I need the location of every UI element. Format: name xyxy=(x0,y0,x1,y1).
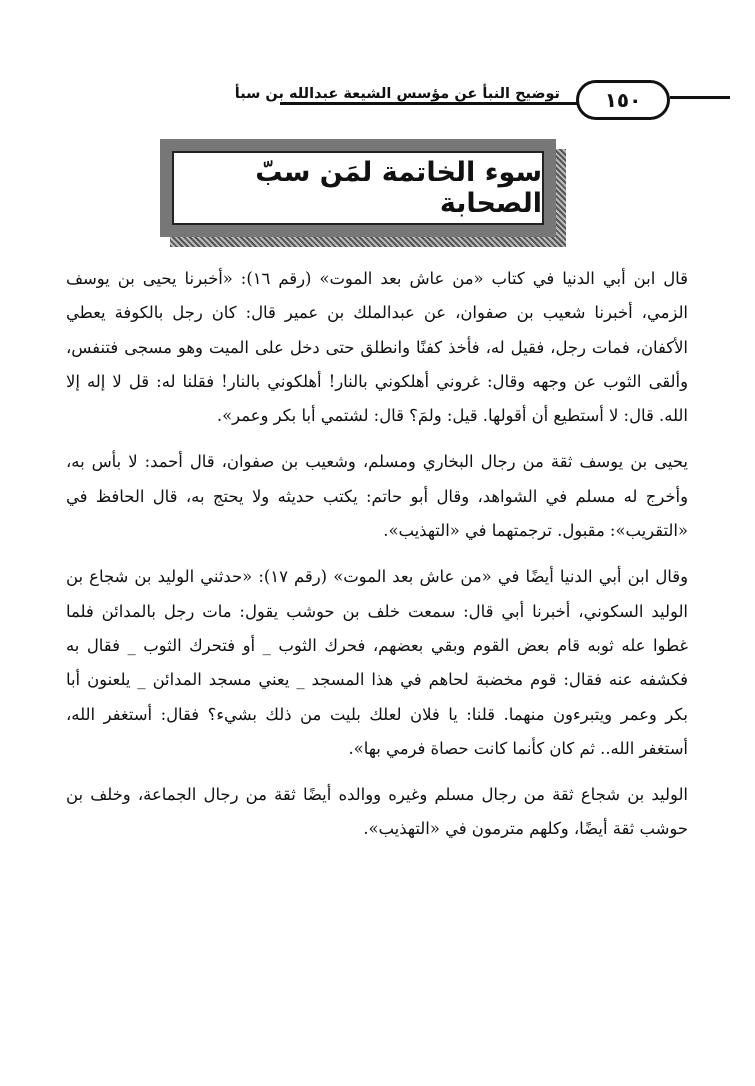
section-title-inner xyxy=(172,151,544,225)
section-title: سوء الخاتمة لمَن سبّ الصحابة xyxy=(255,157,542,219)
page-number: ١٥٠ xyxy=(576,80,670,120)
paragraph-2: يحيى بن يوسف ثقة من رجال البخاري ومسلم، وشعيب بن صفوان، قال أحمد: لا بأس به، وأخرج له مسلم في الشواهد، وقال أبو حاتم: يكتب حديثه ولا يحتج به، قال الحافظ في «التقريب»: مقبول. ترجمتهما في «التهذيب». xyxy=(66,452,688,541)
header-rule xyxy=(280,102,580,105)
page-body xyxy=(66,262,688,859)
paragraph-3: وقال ابن أبي الدنيا أيضًا في «من عاش بعد الموت» (رقم ١٧): «حدثني الوليد بن شجاع بن الوليد السكوني، أخبرنا أبي قال: سمعت خلف بن حوشب يقول: مات رجل بالمدائن فلما غطوا عله ثوبه قام بعض القوم وبقي بعضهم، فحرك الثوب _ أو فتحرك الثوب _ فقال به فكشفه عنه فقال: قوم مخضبة لحاهم في هذا المسجد _ يعني مسجد المدائن _ يلعنون أبا بكر وعمر ويتبرءون منهما. قلنا: يا فلان لعلك بليت من ذلك بشيء؟ فقال: أستغفر الله، أستغفر الله.. ثم كان كأنما كانت حصاة فرمي بها». xyxy=(66,567,689,758)
paragraph-1: قال ابن أبي الدنيا في كتاب «من عاش بعد الموت» (رقم ١٦): «أخبرنا يحيى بن يوسف الزمي، أخبرنا شعيب بن صفوان، عن عبدالملك بن عمير قال: كان رجل بالكوفة يعطي الأكفان، فمات رجل، فقيل له، فأخذ كفنًا وانطلق حتى دخل على الميت وهو مسجى فتنفس، وألقى الثوب عن وجهه وقال: غروني أهلكوني بالنار! أهلكوني بالنار! فقلنا له: قل لا إله إلا الله. قال: لا أستطيع أن أقولها. قيل: ولمَ؟ قال: لشتمي أبا بكر وعمر». xyxy=(66,269,688,426)
book-title: توضيح النبأ عن مؤسس الشيعة عبدالله بن سبأ xyxy=(234,86,560,102)
page-header xyxy=(30,76,730,116)
header-rule-tail xyxy=(670,96,730,99)
paragraph-4: الوليد بن شجاع ثقة من رجال مسلم وغيره ووالده أيضًا ثقة من رجال الجماعة، وخلف بن حوشب ثقة أيضًا، وكلهم مترمون في «التهذيب». xyxy=(66,785,688,839)
section-title-frame xyxy=(160,139,556,237)
